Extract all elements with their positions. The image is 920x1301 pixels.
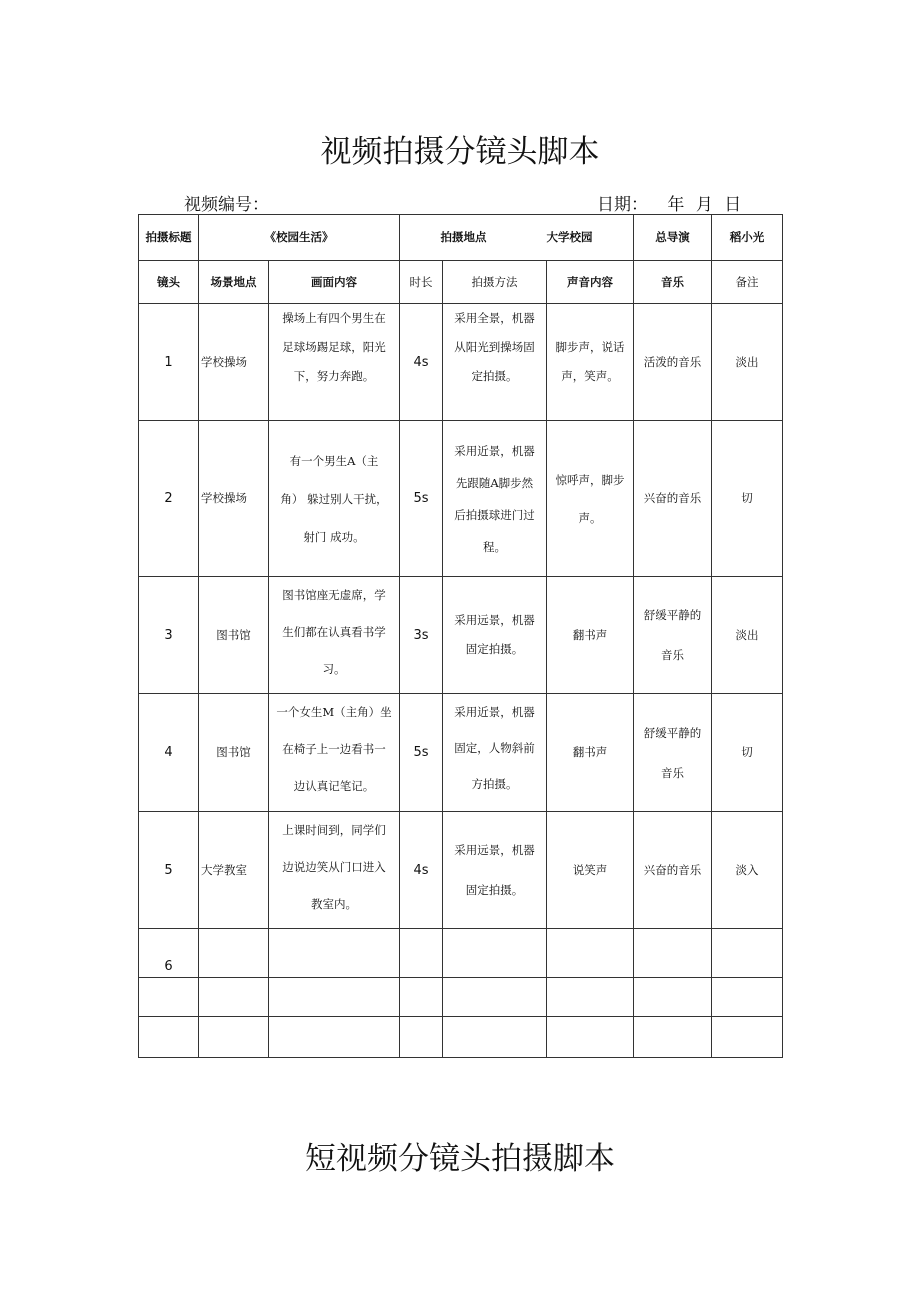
empty-cell [269,1017,400,1058]
note-cell [712,929,783,978]
note-cell: 淡入 [712,812,783,929]
shot-cell: 5 [139,812,199,929]
scene-cell: 大学教室 [199,812,269,929]
content-cell: 上课时间到，同学们 边说边笑从门口进入 教室内。 [269,812,400,929]
location-cell [400,215,634,261]
page-title: 视频拍摄分镜头脚本 [320,134,600,170]
sound-cell: 惊呼声，脚步 声。 [547,421,634,577]
music-cell: 兴奋的音乐 [634,421,712,577]
duration-cell: 4s [400,304,443,421]
music-cell: 活泼的音乐 [634,304,712,421]
date-year: 年 [667,195,685,215]
empty-cell [443,1017,547,1058]
note-cell: 切 [712,421,783,577]
empty-cell [634,978,712,1017]
table-row [139,577,783,694]
sound-cell: 翻书声 [547,694,634,812]
director-label-cell: 总导演 [634,215,712,261]
col-duration: 时长 [400,261,443,304]
duration-cell: 3s [400,577,443,694]
content-cell: 图书馆座无虚席，学 生们都在认真看书学 习。 [269,577,400,694]
empty-cell [199,1017,269,1058]
storyboard-table [138,214,783,1058]
second-title: 短视频分镜头拍摄脚本 [305,1141,615,1177]
note-cell: 淡出 [712,304,783,421]
empty-cell [712,978,783,1017]
note-cell: 淡出 [712,577,783,694]
table-row [139,304,783,421]
empty-cell [269,978,400,1017]
scene-cell: 图书馆 [199,577,269,694]
title-value-cell: 《校园生活》 [199,215,400,261]
table-row [139,694,783,812]
sound-cell: 翻书声 [547,577,634,694]
scene-cell: 图书馆 [199,694,269,812]
sound-cell: 脚步声，说话 声，笑声。 [547,304,634,421]
col-music: 音乐 [634,261,712,304]
sound-cell [547,929,634,978]
content-cell [269,929,400,978]
empty-cell [400,1017,443,1058]
director-value-cell: 稻小光 [712,215,783,261]
empty-cell [712,1017,783,1058]
empty-cell [634,1017,712,1058]
col-content: 画面内容 [269,261,400,304]
method-cell: 采用近景，机器 固定，人物斜前 方拍摄。 [443,694,547,812]
video-number-label: 视频编号： [184,195,269,215]
content-cell: 操场上有四个男生在 足球场踢足球，阳光 下，努力奔跑。 [269,304,400,421]
date-label: 日期： [597,195,648,215]
shot-cell: 6 [139,929,199,978]
empty-cell [139,978,199,1017]
shot-cell: 4 [139,694,199,812]
title-label-cell: 拍摄标题 [139,215,199,261]
empty-cell [400,978,443,1017]
method-cell [443,929,547,978]
date-month: 月 [695,195,713,215]
location-value: 大学校园 [546,230,593,244]
empty-row [139,1017,783,1058]
col-scene: 场景地点 [199,261,269,304]
method-cell: 采用远景，机器 固定拍摄。 [443,812,547,929]
method-cell: 采用全景，机器 从阳光到操场固 定拍摄。 [443,304,547,421]
duration-cell [400,929,443,978]
table-row [139,421,783,577]
header-row [139,215,783,261]
col-method: 拍摄方法 [443,261,547,304]
content-cell: 一个女生M（主角）坐 在椅子上一边看书一 边认真记笔记。 [269,694,400,812]
method-cell: 采用近景，机器 先跟随A脚步然 后拍摄球进门过 程。 [443,421,547,577]
empty-row [139,978,783,1017]
col-note: 备注 [712,261,783,304]
music-cell: 舒缓平静的 音乐 [634,694,712,812]
table-row [139,929,783,978]
music-cell: 兴奋的音乐 [634,812,712,929]
duration-cell: 4s [400,812,443,929]
date-field [597,190,741,215]
column-header-row [139,261,783,304]
table-row [139,812,783,929]
location-label: 拍摄地点 [440,230,487,244]
content-cell: 有一个男生A（主 角） 躲过别人干扰， 射门 成功。 [269,421,400,577]
empty-cell [199,978,269,1017]
empty-cell [547,978,634,1017]
scene-cell: 学校操场 [199,304,269,421]
empty-cell [139,1017,199,1058]
shot-cell: 1 [139,304,199,421]
col-sound: 声音内容 [547,261,634,304]
duration-cell: 5s [400,694,443,812]
method-cell: 采用远景，机器 固定拍摄。 [443,577,547,694]
date-day: 日 [724,195,742,215]
music-cell: 舒缓平静的 音乐 [634,577,712,694]
empty-cell [443,978,547,1017]
scene-cell [199,929,269,978]
empty-cell [547,1017,634,1058]
music-cell [634,929,712,978]
shot-cell: 3 [139,577,199,694]
scene-cell: 学校操场 [199,421,269,577]
duration-cell: 5s [400,421,443,577]
col-shot: 镜头 [139,261,199,304]
sound-cell: 说笑声 [547,812,634,929]
note-cell: 切 [712,694,783,812]
shot-cell: 2 [139,421,199,577]
